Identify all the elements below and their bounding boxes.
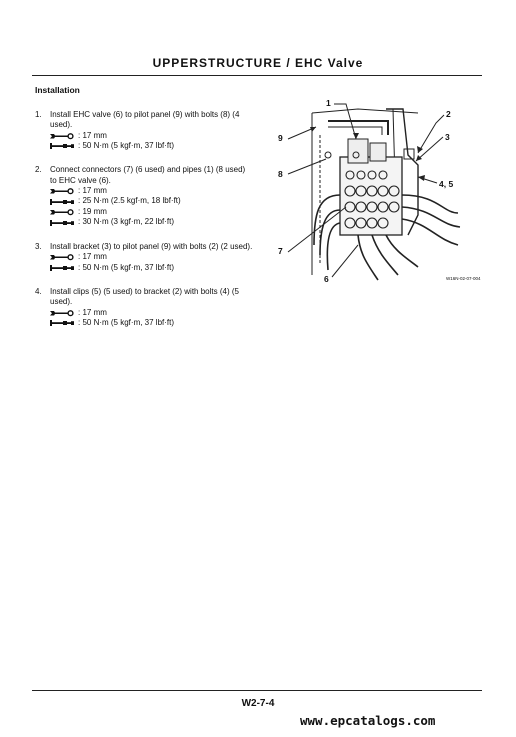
callout-6: 6	[324, 274, 329, 284]
callout-9: 9	[278, 133, 283, 143]
wrench-icon	[49, 132, 75, 140]
spec-line: : 17 mm	[35, 307, 253, 318]
ehc-valve-illustration	[268, 95, 483, 305]
callout-4-5: 4, 5	[439, 179, 454, 189]
spec-line: : 17 mm	[35, 252, 253, 263]
ehc-valve-drawing	[268, 95, 483, 305]
callout-2: 2	[446, 109, 451, 119]
callout-8: 8	[278, 169, 283, 179]
torque-wrench-icon	[49, 264, 75, 272]
step-number: 2.	[35, 165, 42, 175]
step-4	[35, 287, 253, 328]
torque-wrench-icon	[49, 319, 75, 327]
step-number: 4.	[35, 287, 42, 297]
spec-line: : 17 mm	[35, 130, 253, 141]
wrench-icon	[49, 208, 75, 216]
spec-line: : 19 mm	[35, 207, 253, 218]
callout-1: 1	[326, 98, 331, 108]
wrench-icon	[49, 187, 75, 195]
page-title: UPPERSTRUCTURE / EHC Valve	[152, 56, 364, 70]
spec-line: : 50 N·m (5 kgf·m, 37 lbf·ft)	[35, 318, 253, 329]
figure-code: W16N-02-07-004	[446, 276, 481, 281]
spec-line: : 50 N·m (5 kgf·m, 37 lbf·ft)	[35, 263, 253, 274]
torque-wrench-icon	[49, 219, 75, 227]
torque-wrench-icon	[49, 142, 75, 150]
step-2	[35, 165, 253, 227]
wrench-icon	[49, 253, 75, 261]
footer-divider	[32, 690, 482, 691]
step-text: Install bracket (3) to pilot panel (9) with bolts (2) (2 used).	[50, 241, 253, 251]
header-divider	[32, 75, 482, 76]
installation-steps	[35, 110, 253, 342]
step-text: Install clips (5) (5 used) to bracket (2) with bolts (4) (5 used).	[50, 287, 239, 307]
step-number: 3.	[35, 241, 42, 251]
spec-line: : 17 mm	[35, 186, 253, 197]
step-number: 1.	[35, 110, 42, 119]
step-text: Connect connectors (7) (6 used) and pipes (1) (8 used) to EHC valve (6).	[50, 165, 246, 185]
page-number: W2-7-4	[241, 698, 275, 709]
step-3	[35, 242, 253, 273]
watermark-link[interactable]: www.epcatalogs.com	[300, 713, 436, 728]
step-1	[35, 110, 253, 151]
spec-line: : 30 N·m (3 kgf·m, 22 lbf·ft)	[35, 217, 253, 228]
spec-line: : 50 N·m (5 kgf·m, 37 lbf·ft)	[35, 141, 253, 152]
wrench-icon	[49, 309, 75, 317]
torque-wrench-icon	[49, 198, 75, 206]
section-heading: Installation	[35, 85, 80, 95]
spec-line: : 25 N·m (2.5 kgf·m, 18 lbf·ft)	[35, 196, 253, 207]
step-text: Install EHC valve (6) to pilot panel (9) with bolts (8) (4 used).	[50, 110, 240, 130]
callout-3: 3	[445, 132, 450, 142]
callout-7: 7	[278, 246, 283, 256]
